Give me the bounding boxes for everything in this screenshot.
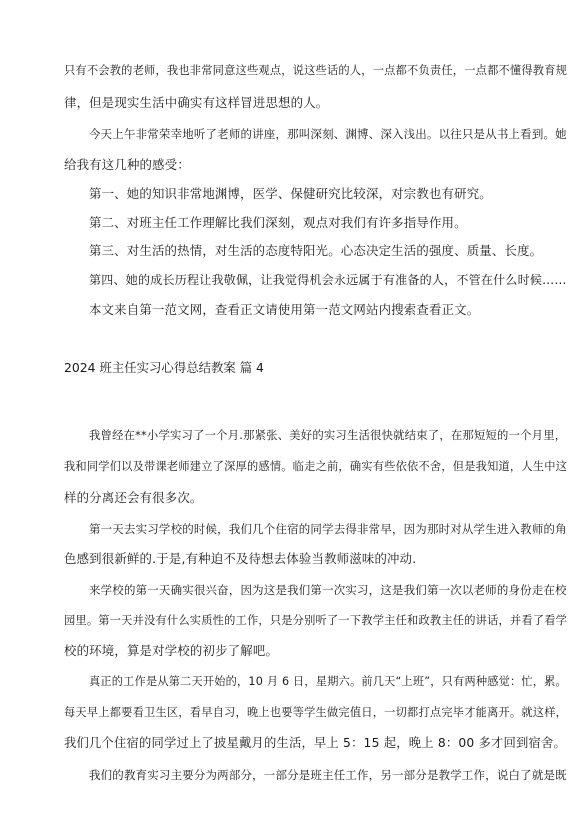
section-heading: 2024 班主任实习心得总结教案 篇 4 <box>64 360 264 375</box>
paragraph-line: 第一天去实习学校的时候，我们几个住宿的同学去得非常早，因为那时对从学生进入教师的角 <box>89 522 567 536</box>
paragraph-line: 我们的教育实习主要分为两部分，一部分是班主任工作，另一部分是教学工作，说白了就是既 <box>89 768 567 782</box>
paragraph-line: 样的分离还会有很多次。 <box>64 490 203 505</box>
paragraph-line: 律，但是现实生活中确实有这样冒进思想的人。 <box>64 95 329 110</box>
paragraph-line: 我曾经在**小学实习了一个月.那紧张、美好的实习生活很快就结束了，在那短短的一个月里， <box>89 428 567 442</box>
paragraph-line: 来学校的第一天确实很兴奋，因为这是我们第一次实习，这是我们第一次以老师的身份走在校 <box>89 583 567 597</box>
list-item: 第一、她的知识非常地渊博，医学、保健研究比较深，对宗教也有研究。 <box>89 186 492 201</box>
list-item: 第三、对生活的热情，对生活的态度特阳光。心态决定生活的强度、质量、长度。 <box>89 243 543 258</box>
source-note: 本文来自第一范文网，查看正文请使用第一范文网站内搜索查看正文。 <box>89 302 480 317</box>
paragraph-line: 色感到很新鲜的.于是,有种迫不及待想去体验当教师滋味的冲动. <box>64 551 417 566</box>
paragraph-line: 今天上午非常荣幸地听了老师的讲座，那叫深刻、渊博、深入浅出。以往只是从书上看到。她 <box>89 127 567 141</box>
list-item: 第四、她的成长历程让我敬佩，让我觉得机会永远属于有准备的人，不管在什么时候…… <box>89 273 567 287</box>
paragraph-line: 给我有这几种的感受： <box>64 157 190 172</box>
paragraph-line: 真正的工作是从第二天开始的，10 月 6 日，星期六。前几天“上班”，只有两种感觉：忙，累。 <box>89 675 567 688</box>
paragraph-line: 我们几个住宿的同学过上了披星戴月的生活，早上 5：15 起，晚上 8：00 多才回到宿舍。 <box>64 736 566 750</box>
paragraph-line: 我和同学们以及带课老师建立了深厚的感情。临走之前，确实有些依依不舍，但是我知道，人生中这 <box>64 460 568 473</box>
paragraph-line: 园里。第一天并没有什么实质性的工作，只是分别听了一下教学主任和政教主任的讲话，并看了看学 <box>64 614 568 627</box>
paragraph-line: 每天早上都要看卫生区，看早自习，晚上也要等学生做完值日，一切都打点完毕才能离开。就这样， <box>64 706 568 719</box>
paragraph-line: 只有不会教的老师，我也非常同意这些观点，说这些话的人，一点都不负责任，一点都不懂得教育规 <box>64 64 568 77</box>
paragraph-line: 校的环境，算是对学校的初步了解吧。 <box>64 643 279 658</box>
list-item: 第二、对班主任工作理解比我们深刻，观点对我们有许多指导作用。 <box>89 215 467 230</box>
